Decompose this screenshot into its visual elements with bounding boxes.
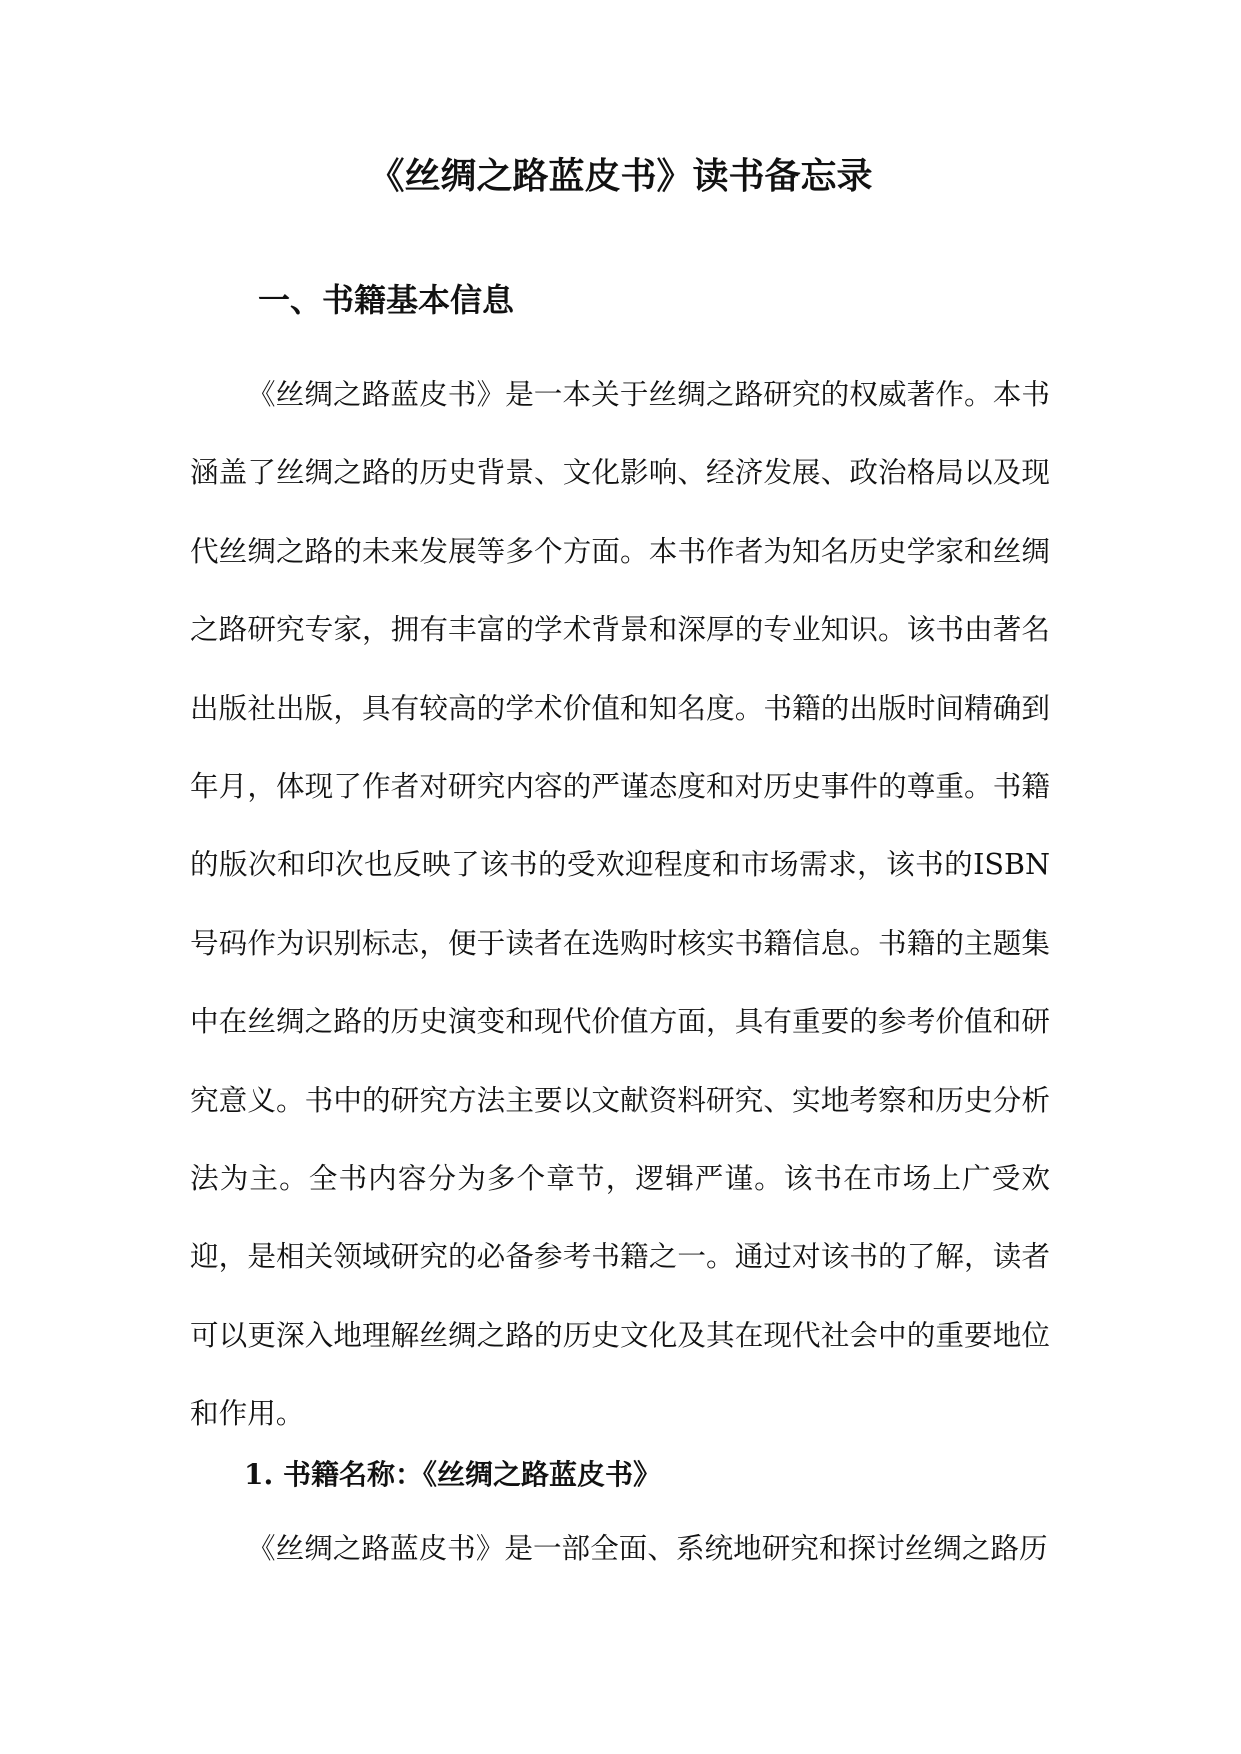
section-heading-book-info: 一、书籍基本信息 xyxy=(258,281,515,319)
subsection-paragraph-book-name: 《丝绸之路蓝皮书》是一部全面、系统地研究和探讨丝绸之路历 xyxy=(247,1531,1048,1565)
document-title: 《丝绸之路蓝皮书》读书备忘录 xyxy=(368,155,873,197)
section-paragraph-book-info: 《丝绸之路蓝皮书》是一本关于丝绸之路研究的权威著作。本书涵盖了丝绸之路的历史背景、文化影响、经济发展、政治格局以及现代丝绸之路的未来发展等多个方面。本书作者为知名历史学家和丝绸之路研究专家，拥有丰富的学术背景和深厚的专业知识。该书由著名出版社出版，具有较高的学术价值和知名度。书籍的出版时间精确到年月，体现了作者对研究内容的严谨态度和对历史事件的尊重。书籍的版次和印次也反映了该书的受欢迎程度和市场需求，该书的ISBN号码作为识别标志，便于读者在选购时核实书籍信息。书籍的主题集中在丝绸之路的历史演变和现代价值方面，具有重要的参考价值和研究意义。书中的研究方法主要以文献资料研究、实地考察和历史分析法为主。全书内容分为多个章节，逻辑严谨。该书在市场上广受欢迎，是相关领域研究的必备参考书籍之一。通过对该书的了解，读者可以更深入地理解丝绸之路的历史文化及其在现代社会中的重要地位和作用。 xyxy=(190,377,1050,1431)
subsection-heading-book-name: 1. 书籍名称：《丝绸之路蓝皮书》 xyxy=(244,1458,661,1491)
